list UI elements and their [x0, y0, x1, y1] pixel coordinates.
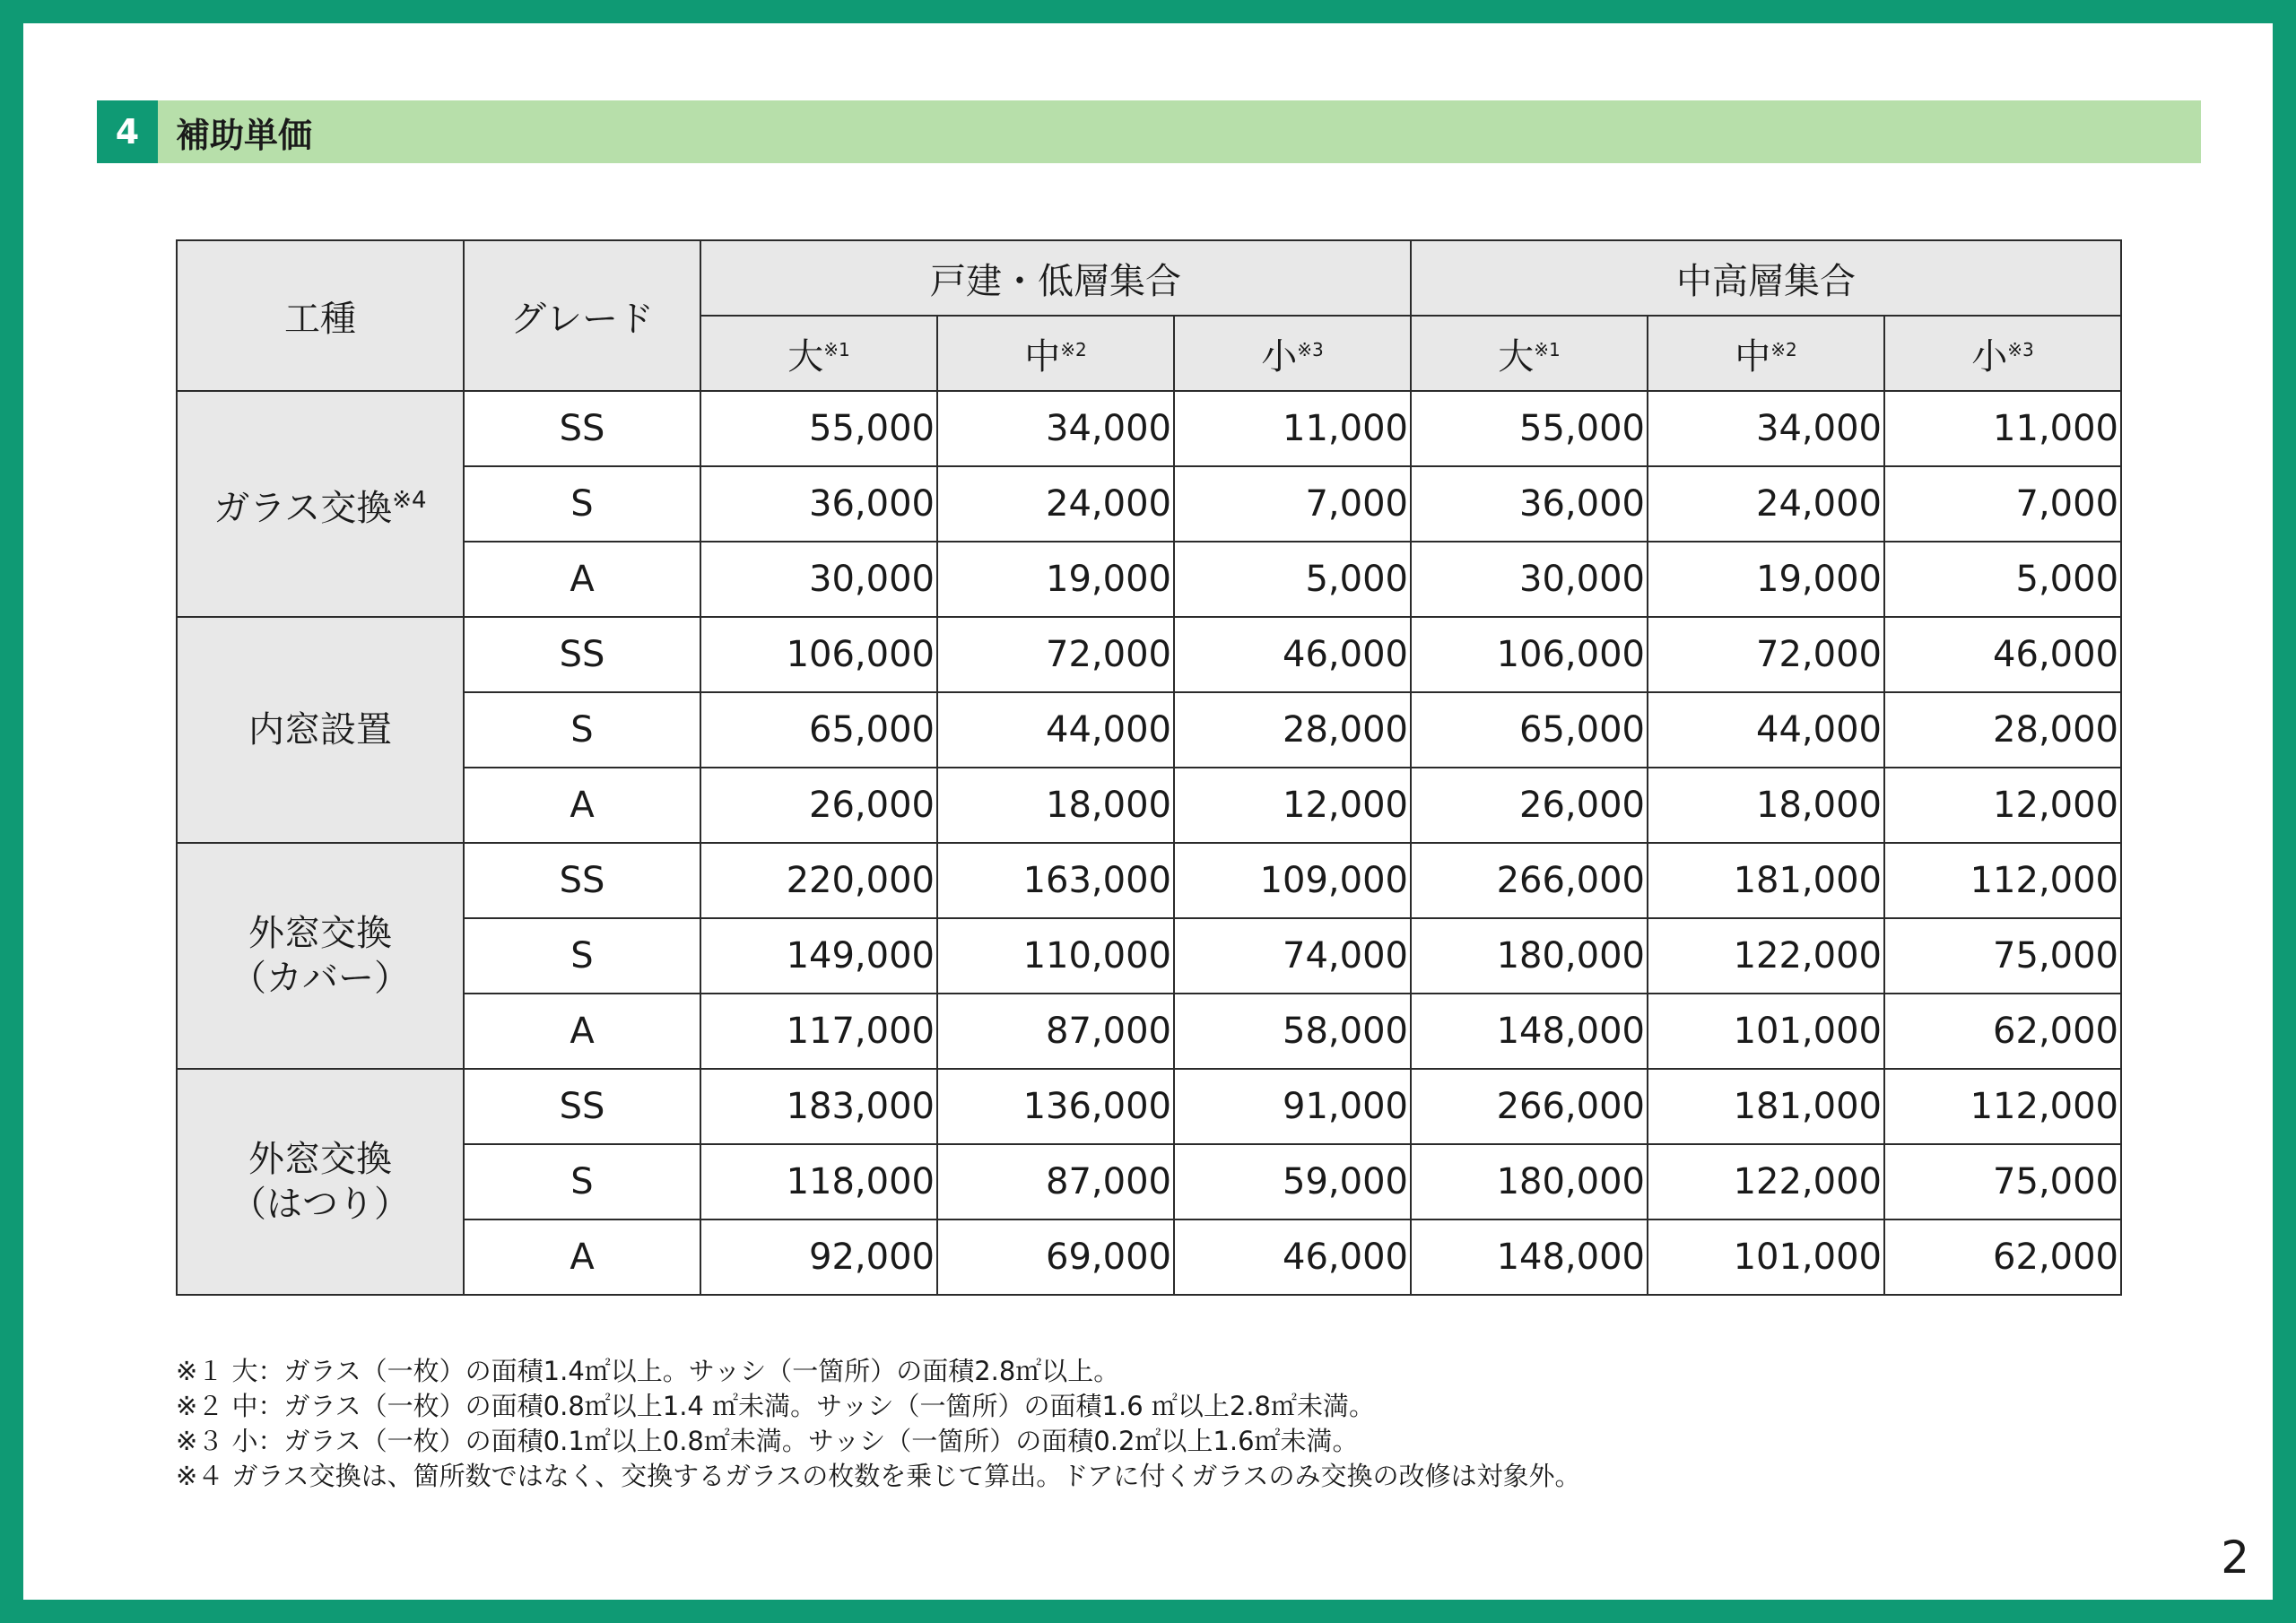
- amount-cell: 87,000: [937, 1144, 1174, 1219]
- footnotes: [176, 1354, 1580, 1494]
- amount-cell: 181,000: [1648, 843, 1884, 918]
- work-type-name: 外窓交換: [248, 1139, 392, 1180]
- amount-cell: 12,000: [1174, 768, 1411, 843]
- amount-cell: 59,000: [1174, 1144, 1411, 1219]
- size-note: ※2: [1770, 338, 1797, 360]
- amount-cell: 117,000: [700, 994, 937, 1069]
- header-group-mid-high-rise: 中高層集合: [1411, 240, 2121, 316]
- grade-cell: S: [464, 918, 700, 994]
- amount-cell: 91,000: [1174, 1069, 1411, 1144]
- table-row: [177, 391, 2121, 466]
- amount-cell: 266,000: [1411, 843, 1648, 918]
- amount-cell: 122,000: [1648, 1144, 1884, 1219]
- subsidy-table: [176, 239, 2122, 1296]
- size-note: ※1: [823, 338, 850, 360]
- header-size: [1174, 316, 1411, 391]
- work-type-cell: [177, 617, 464, 843]
- size-label: 大: [787, 335, 824, 378]
- amount-cell: 46,000: [1884, 617, 2121, 692]
- table-row: [177, 466, 2121, 542]
- table-row: [177, 843, 2121, 918]
- amount-cell: 163,000: [937, 843, 1174, 918]
- work-type-note: ※4: [392, 486, 427, 514]
- grade-cell: SS: [464, 391, 700, 466]
- header-work-type: 工種: [177, 240, 464, 391]
- amount-cell: 19,000: [1648, 542, 1884, 617]
- work-type-cell: [177, 1069, 464, 1295]
- header-grade: グレード: [464, 240, 700, 391]
- amount-cell: 181,000: [1648, 1069, 1884, 1144]
- amount-cell: 65,000: [1411, 692, 1648, 768]
- grade-cell: S: [464, 692, 700, 768]
- header-size: [700, 316, 937, 391]
- amount-cell: 109,000: [1174, 843, 1411, 918]
- footnote-line: ※２ 中：ガラス（一枚）の面積0.8㎡以上1.4 ㎡未満。サッシ（一箇所）の面積1.6 ㎡以上2.8㎡未満。: [176, 1391, 1375, 1421]
- amount-cell: 74,000: [1174, 918, 1411, 994]
- size-label: 大: [1498, 335, 1535, 378]
- amount-cell: 72,000: [1648, 617, 1884, 692]
- grade-cell: A: [464, 542, 700, 617]
- table-row: [177, 768, 2121, 843]
- grade-cell: A: [464, 1219, 700, 1295]
- grade-cell: SS: [464, 843, 700, 918]
- amount-cell: 24,000: [1648, 466, 1884, 542]
- amount-cell: 30,000: [1411, 542, 1648, 617]
- amount-cell: 26,000: [700, 768, 937, 843]
- amount-cell: 106,000: [700, 617, 937, 692]
- size-label: 小: [1261, 335, 1298, 378]
- amount-cell: 101,000: [1648, 994, 1884, 1069]
- work-type-name: ガラス交換: [213, 487, 393, 529]
- amount-cell: 46,000: [1174, 617, 1411, 692]
- section-header: [97, 100, 2201, 163]
- header-group-low-rise: 戸建・低層集合: [700, 240, 1411, 316]
- amount-cell: 122,000: [1648, 918, 1884, 994]
- grade-cell: A: [464, 768, 700, 843]
- amount-cell: 18,000: [1648, 768, 1884, 843]
- amount-cell: 112,000: [1884, 1069, 2121, 1144]
- amount-cell: 69,000: [937, 1219, 1174, 1295]
- amount-cell: 55,000: [1411, 391, 1648, 466]
- amount-cell: 75,000: [1884, 918, 2121, 994]
- footnote-line: ※３ 小：ガラス（一枚）の面積0.1㎡以上0.8㎡未満。サッシ（一箇所）の面積0.2㎡以上1.6㎡未満。: [176, 1426, 1359, 1456]
- header-size: [1411, 316, 1648, 391]
- amount-cell: 34,000: [1648, 391, 1884, 466]
- amount-cell: 110,000: [937, 918, 1174, 994]
- amount-cell: 36,000: [700, 466, 937, 542]
- table-row: [177, 994, 2121, 1069]
- amount-cell: 7,000: [1884, 466, 2121, 542]
- amount-cell: 44,000: [1648, 692, 1884, 768]
- amount-cell: 75,000: [1884, 1144, 2121, 1219]
- amount-cell: 148,000: [1411, 994, 1648, 1069]
- table-row: [177, 617, 2121, 692]
- grade-cell: A: [464, 994, 700, 1069]
- header-size: [1884, 316, 2121, 391]
- amount-cell: 5,000: [1884, 542, 2121, 617]
- amount-cell: 101,000: [1648, 1219, 1884, 1295]
- amount-cell: 34,000: [937, 391, 1174, 466]
- work-type-subname: （カバー）: [230, 958, 410, 999]
- amount-cell: 18,000: [937, 768, 1174, 843]
- size-note: ※2: [1060, 338, 1087, 360]
- amount-cell: 92,000: [700, 1219, 937, 1295]
- amount-cell: 183,000: [700, 1069, 937, 1144]
- grade-cell: SS: [464, 1069, 700, 1144]
- amount-cell: 5,000: [1174, 542, 1411, 617]
- amount-cell: 7,000: [1174, 466, 1411, 542]
- work-type-subname: （はつり）: [230, 1184, 410, 1225]
- amount-cell: 46,000: [1174, 1219, 1411, 1295]
- amount-cell: 11,000: [1174, 391, 1411, 466]
- table-row: [177, 918, 2121, 994]
- amount-cell: 62,000: [1884, 994, 2121, 1069]
- amount-cell: 19,000: [937, 542, 1174, 617]
- amount-cell: 266,000: [1411, 1069, 1648, 1144]
- header-size: [1648, 316, 1884, 391]
- amount-cell: 65,000: [700, 692, 937, 768]
- grade-cell: S: [464, 1144, 700, 1219]
- amount-cell: 180,000: [1411, 1144, 1648, 1219]
- size-note: ※3: [2007, 338, 2034, 360]
- footnote-line: ※４ ガラス交換は、箇所数ではなく、交換するガラスの枚数を乗じて算出。ドアに付くガラスのみ交換の改修は対象外。: [176, 1461, 1581, 1491]
- amount-cell: 11,000: [1884, 391, 2121, 466]
- amount-cell: 58,000: [1174, 994, 1411, 1069]
- size-label: 中: [1024, 335, 1061, 378]
- amount-cell: 12,000: [1884, 768, 2121, 843]
- table-row: [177, 692, 2121, 768]
- amount-cell: 36,000: [1411, 466, 1648, 542]
- amount-cell: 180,000: [1411, 918, 1648, 994]
- table-row: [177, 1219, 2121, 1295]
- amount-cell: 24,000: [937, 466, 1174, 542]
- grade-cell: S: [464, 466, 700, 542]
- amount-cell: 220,000: [700, 843, 937, 918]
- footnote-line: ※１ 大：ガラス（一枚）の面積1.4㎡以上。サッシ（一箇所）の面積2.8㎡以上。: [176, 1356, 1120, 1386]
- section-number: 4: [97, 100, 158, 163]
- amount-cell: 87,000: [937, 994, 1174, 1069]
- table-row: [177, 542, 2121, 617]
- section-title: 補助単価: [176, 115, 313, 155]
- page-number: 2: [2221, 1532, 2249, 1584]
- work-type-name: 外窓交換: [248, 913, 392, 954]
- amount-cell: 28,000: [1174, 692, 1411, 768]
- work-type-cell: [177, 843, 464, 1069]
- amount-cell: 44,000: [937, 692, 1174, 768]
- size-label: 中: [1735, 335, 1771, 378]
- work-type-name: 内窓設置: [248, 709, 392, 751]
- amount-cell: 62,000: [1884, 1219, 2121, 1295]
- table-row: [177, 1069, 2121, 1144]
- amount-cell: 72,000: [937, 617, 1174, 692]
- amount-cell: 148,000: [1411, 1219, 1648, 1295]
- amount-cell: 30,000: [700, 542, 937, 617]
- grade-cell: SS: [464, 617, 700, 692]
- amount-cell: 136,000: [937, 1069, 1174, 1144]
- amount-cell: 106,000: [1411, 617, 1648, 692]
- amount-cell: 55,000: [700, 391, 937, 466]
- amount-cell: 118,000: [700, 1144, 937, 1219]
- amount-cell: 149,000: [700, 918, 937, 994]
- amount-cell: 112,000: [1884, 843, 2121, 918]
- size-note: ※3: [1297, 338, 1324, 360]
- size-note: ※1: [1534, 338, 1561, 360]
- amount-cell: 28,000: [1884, 692, 2121, 768]
- table-row: [177, 1144, 2121, 1219]
- header-size: [937, 316, 1174, 391]
- amount-cell: 26,000: [1411, 768, 1648, 843]
- size-label: 小: [1971, 335, 2008, 378]
- work-type-cell: [177, 391, 464, 617]
